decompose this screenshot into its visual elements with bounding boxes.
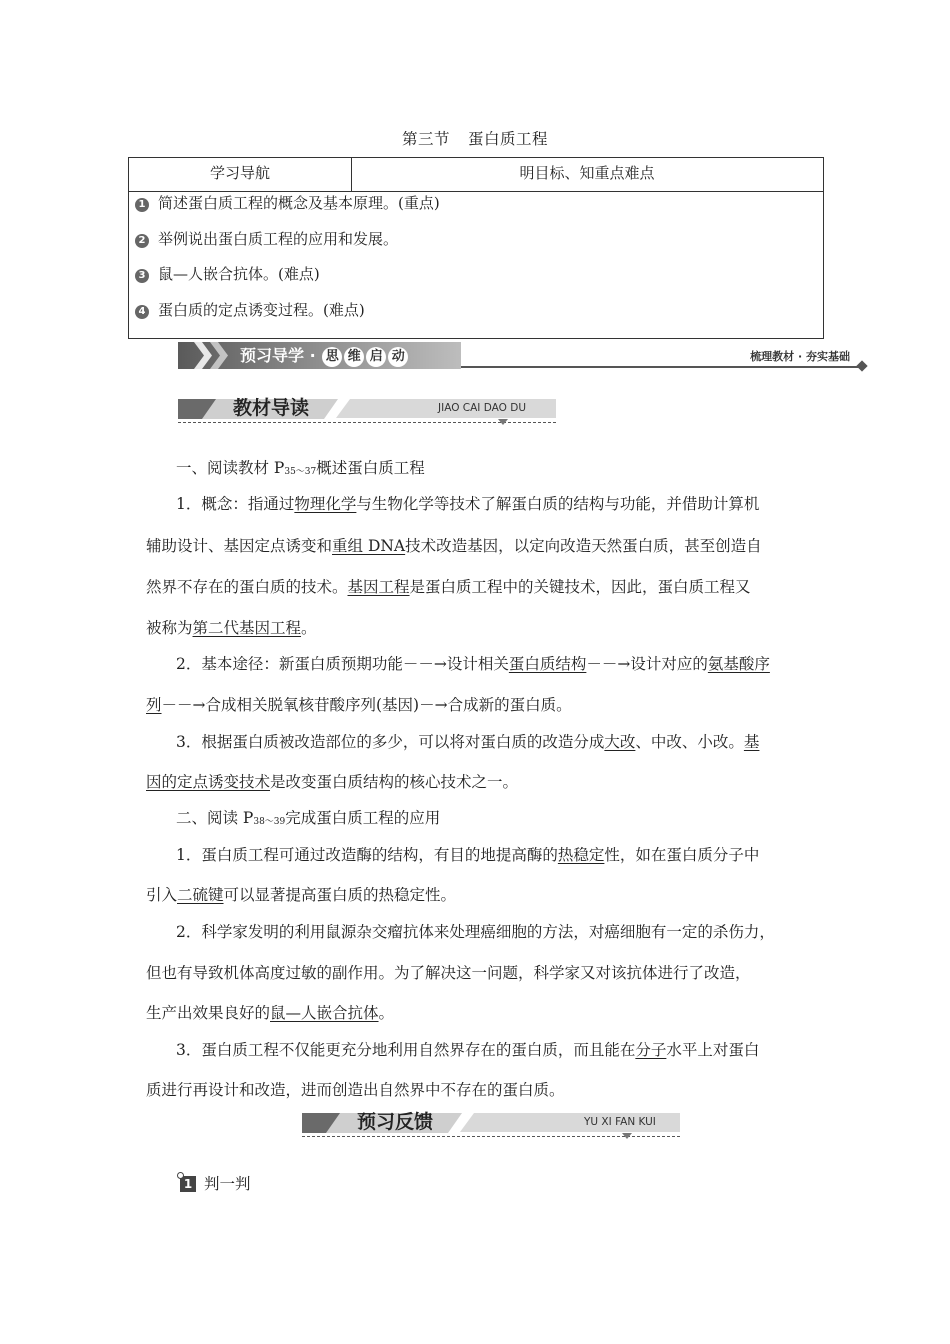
goal-item: [135, 299, 365, 321]
page-title: [0, 127, 950, 149]
heading-two: 二、阅读 P38～39完成蛋白质工程的应用: [176, 809, 441, 827]
banner-title: 预习导学 · 思 维 启 动: [240, 342, 409, 369]
heading-one: 一、阅读教材 P35～37概述蛋白质工程: [176, 459, 425, 477]
number-badge-icon: 2: [135, 234, 149, 248]
paragraph-line: 1．概念：指通过物理化学与生物化学等技术了解蛋白质的结构与功能，并借助计算机: [176, 495, 760, 513]
section-header-feedback: [302, 1111, 680, 1141]
guide-header-left: 学习导航: [129, 158, 352, 191]
goal-item: [135, 228, 398, 250]
goal-item: [135, 263, 320, 285]
goal-text: 举例说出蛋白质工程的应用和发展。: [158, 230, 399, 248]
paragraph-line: 被称为第二代基因工程。: [146, 619, 317, 637]
circle-char: 动: [388, 347, 408, 367]
paragraph-line: 质进行再设计和改造，进而创造出自然界中不存在的蛋白质。: [146, 1081, 565, 1099]
caret-down-icon: [622, 1133, 632, 1139]
answer-blank: 蛋白质结构: [508, 655, 587, 673]
paragraph-line: 2．基本途径：新蛋白质预期功能－－→设计相关蛋白质结构－－→设计对应的氨基酸序: [176, 655, 770, 673]
number-badge-icon: 4: [135, 305, 149, 319]
guide-header-right: 明目标、知重点难点: [519, 164, 655, 182]
banner-divider: [461, 366, 861, 368]
paragraph-line: 3．蛋白质工程不仅能更充分地利用自然界存在的蛋白质，而且能在分子水平上对蛋白: [176, 1041, 760, 1059]
goal-text: 简述蛋白质工程的概念及基本原理。(重点): [158, 194, 440, 212]
paragraph-line: 1．蛋白质工程可通过改造酶的结构，有目的地提高酶的热稳定性，如在蛋白质分子中: [176, 846, 760, 864]
answer-blank: 二硫键: [177, 886, 224, 904]
chevron-right-icon: [210, 342, 228, 369]
paragraph-line: 引入二硫键可以显著提高蛋白质的热稳定性。: [146, 886, 457, 904]
paragraph-line: 然界不存在的蛋白质的技术。基因工程是蛋白质工程中的关键技术，因此，蛋白质工程又: [146, 578, 751, 596]
section-number: 第三节: [401, 130, 450, 148]
paragraph-line: 但也有导致机体高度过敏的副作用。为了解决这一问题，科学家又对该抗体进行了改造，: [146, 964, 751, 982]
section-label-en: YU XI FAN KUI: [584, 1116, 656, 1128]
answer-blank: 大改: [604, 733, 636, 751]
paragraph-line: 2．科学家发明的利用鼠源杂交瘤抗体来处理癌细胞的方法，对癌细胞有一定的杀伤力，: [176, 923, 775, 941]
answer-blank: 基因工程: [347, 578, 410, 596]
circle-char: 启: [366, 347, 386, 367]
section-label-en: JIAO CAI DAO DU: [438, 402, 527, 414]
section-label: 教材导读: [233, 397, 310, 419]
section-header-reading: [178, 397, 556, 427]
caret-down-icon: [498, 419, 508, 425]
answer-blank: 基: [743, 733, 760, 751]
paragraph-line: 3．根据蛋白质被改造部位的多少，可以将对蛋白质的改造分成大改、中改、小改。基: [176, 733, 760, 751]
circle-char: 思: [322, 347, 342, 367]
diamond-icon: [856, 360, 867, 371]
paragraph-line: 生产出效果良好的鼠—人嵌合抗体。: [146, 1004, 395, 1022]
answer-blank: 鼠—人嵌合抗体: [270, 1004, 379, 1022]
feedback-label: 判一判: [204, 1175, 251, 1193]
banner-subtitle: 梳理教材 · 夯实基础: [750, 350, 850, 363]
paragraph-line: 列－－→合成相关脱氧核苷酸序列(基因)－→合成新的蛋白质。: [146, 696, 572, 714]
goal-text: 蛋白质的定点诱变过程。(难点): [158, 301, 365, 319]
answer-blank: 重组 DNA: [332, 537, 406, 555]
feedback-item: [180, 1172, 251, 1196]
answer-blank: 分子: [635, 1041, 667, 1059]
section-topic: 蛋白质工程: [468, 130, 549, 148]
paragraph-line: 辅助设计、基因定点诱变和重组 DNA技术改造基因，以定向改造天然蛋白质，甚至创造自: [146, 537, 762, 555]
goal-text: 鼠—人嵌合抗体。(难点): [158, 265, 320, 283]
circle-char: 维: [344, 347, 364, 367]
section-label: 预习反馈: [357, 1111, 434, 1133]
answer-blank: 第二代基因工程: [192, 619, 302, 637]
number-badge-icon: 1: [135, 198, 149, 212]
goal-item: [135, 192, 440, 214]
preview-banner: [178, 341, 868, 371]
learning-guide-table: [128, 157, 824, 339]
answer-blank: 因的定点诱变技术: [146, 773, 271, 791]
answer-blank: 氨基酸序: [707, 655, 770, 673]
guide-header-row: [129, 158, 823, 192]
paragraph-line: 因的定点诱变技术是改变蛋白质结构的核心技术之一。: [146, 773, 519, 791]
number-badge-icon: 1: [180, 1176, 196, 1192]
answer-blank: 物理化学: [294, 495, 357, 513]
answer-blank: 列: [146, 696, 162, 714]
answer-blank: 热稳定: [557, 846, 605, 864]
banner-box: [178, 342, 461, 369]
number-badge-icon: 3: [135, 269, 149, 283]
